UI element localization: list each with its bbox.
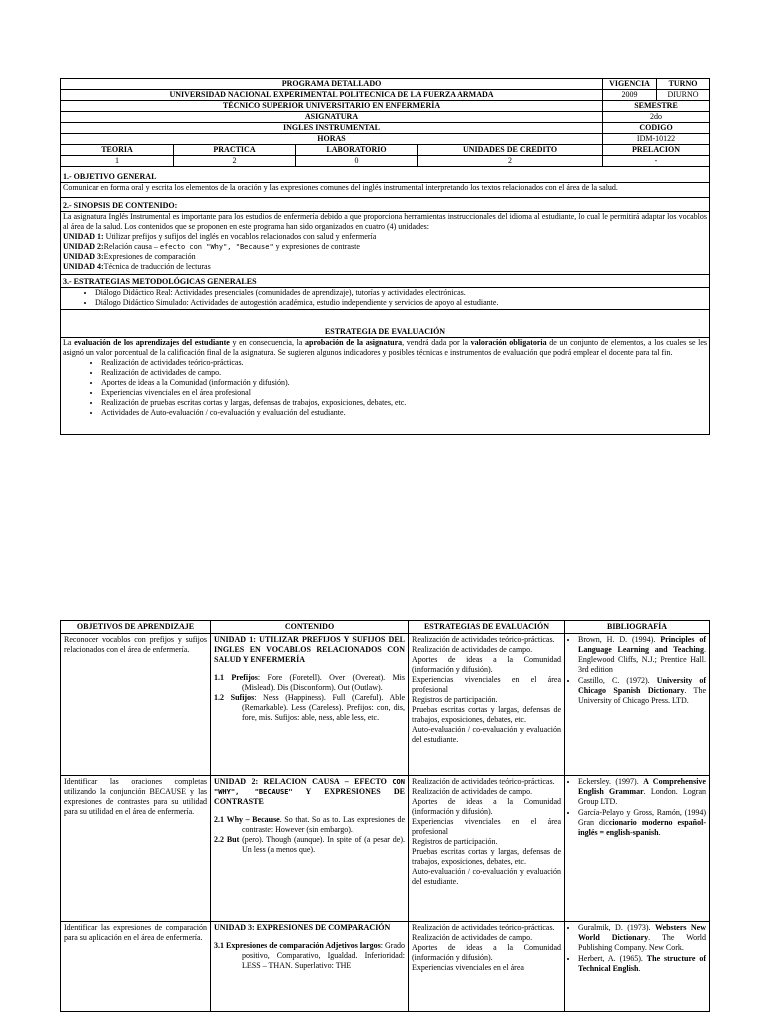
- estrategia-line: Auto-evaluación / co-evaluación y evaluación del estudiante.: [412, 867, 561, 886]
- unidad-2-text-b: y expresiones de contraste: [273, 241, 360, 251]
- career-name: TÉCNICO SUPERIOR UNIVERSITARIO EN ENFERMERÍA: [61, 101, 603, 112]
- header-estrategias: ESTRATEGIAS DE EVALUACIÓN: [409, 621, 565, 634]
- content-bold: Expresiones de comparación Adjetivos largos: [226, 941, 381, 950]
- bib-entry: [578, 676, 706, 706]
- unidad-2-mono: efecto con "Why", "Because": [159, 242, 274, 251]
- bib-author: García-Pelayo y Gross, Ramón, (1994) Gran dic: [578, 808, 706, 827]
- learning-objectives-table: [60, 620, 710, 1012]
- laboratorio-label: LABORATORIO: [296, 145, 418, 156]
- bib-rest: .: [638, 964, 641, 973]
- bib-title: The structure of Technical English: [578, 954, 706, 973]
- content-text: : Ness (Happiness). Full (Careful). Able (Remarkable). Less (Careless). Prefijos: con, dis, fore, mis. Sufijos: able, ness, able less, etc.: [242, 693, 406, 722]
- estrategias-section: [61, 275, 710, 310]
- bib-rest: . The World Publishing Company. New Cork.: [578, 933, 707, 952]
- evaluacion-item: • Experiencias vivenciales en el área profesional: [101, 388, 707, 398]
- uc-label: UNIDADES DE CREDITO: [418, 145, 603, 156]
- estrategia-line: Realización de actividades de campo.: [412, 645, 533, 654]
- header-bibliografia: BIBLIOGRAFÍA: [565, 621, 710, 634]
- bib-rest: . London. Logran Group LTD.: [578, 787, 706, 806]
- bib-title: cionario moderno español-inglés = english-spanish: [578, 818, 707, 837]
- content-item: [214, 815, 405, 835]
- evaluacion-item: • Aportes de ideas a la Comunidad (información y difusión).: [101, 378, 707, 388]
- program-header-grid: [60, 78, 710, 435]
- bib-entry: [578, 954, 706, 974]
- estrategia-line: Experiencias vivenciales en el área profesional: [412, 675, 561, 694]
- bibliografia-cell: [565, 776, 710, 922]
- program-title: PROGRAMA DETALLADO: [61, 79, 603, 90]
- asignatura-value: INGLES INSTRUMENTAL: [61, 123, 603, 134]
- objetivo-title: 1.- OBJETIVO GENERAL: [63, 171, 157, 181]
- horas-label: HORAS: [61, 134, 603, 145]
- estrategia-line: Aportes de ideas a la Comunidad (información y difusión).: [412, 943, 561, 962]
- bib-author: Herbert, A. (1965).: [578, 954, 647, 963]
- estrategia-line: Pruebas escritas cortas y largas, defensas de trabajos, exposiciones, debates, etc.: [412, 847, 561, 866]
- objetivo-cell: Identificar las expresiones de comparación para su aplicación en el área de enfermería.: [61, 922, 211, 1012]
- content-text: : Grado positivo, Comparativo, Igualdad. Inferioridad: LESS – THAN. Superlativo: THE: [242, 941, 406, 970]
- vigencia-label: VIGENCIA: [603, 79, 657, 90]
- unidad-2-line: [63, 242, 707, 252]
- content-item: [214, 693, 405, 723]
- evaluacion-item: • Realización de actividades de campo.: [101, 368, 707, 378]
- bib-author: Castillo, C. (1972).: [578, 676, 657, 685]
- asignatura-label: ASIGNATURA: [61, 112, 603, 123]
- unidad-2-label: UNIDAD 2:: [63, 241, 104, 251]
- bib-entry: [578, 923, 706, 953]
- objetivo-cell: Identificar las oraciones completas utilizando la conjunción BECAUSE y las expresiones de contrastes para su utilidad para su utilidad en el área de enfermería.: [61, 776, 211, 922]
- content-bold: But: [226, 835, 240, 844]
- unidad-title-mono: CON "WHY", "BECAUSE": [214, 778, 405, 796]
- table-row: [61, 776, 710, 922]
- estrategias-cell: [409, 634, 565, 776]
- estrategia-line: Realización de actividades teórico-prácticas.: [412, 635, 555, 644]
- unidad-1-label: UNIDAD 1:: [63, 231, 104, 241]
- semestre-label: SEMESTRE: [603, 101, 710, 112]
- turno-label: TURNO: [657, 79, 710, 90]
- bib-title: A Comprehensive English Grammar: [578, 777, 706, 796]
- evaluacion-paragraph: [63, 338, 707, 358]
- table-row: [61, 922, 710, 1012]
- bib-title: Websters New World Dictionary: [578, 923, 707, 942]
- content-text: : Fore (Foretell). Over (Overeat). Mis (Mislead). Dis (Disconform). Out (Outlaw).: [242, 673, 406, 692]
- bib-entry: [578, 777, 706, 807]
- estrategias-cell: [409, 776, 565, 922]
- estrategia-item: • Diálogo Didáctico Real: Actividades presenciales (comunidades de aprendizaje), tutorías y actividades electrónicas.: [95, 288, 707, 298]
- bib-rest: . The University of Chicago Press. LTD.: [578, 686, 706, 705]
- estrategias-cell: [409, 922, 565, 1012]
- university-name: UNIVERSIDAD NACIONAL EXPERIMENTAL POLITECNICA DE LA FUERZA ARMADA: [61, 90, 603, 101]
- content-text: . So that. So as to. Las expresiones de contraste: However (sin embargo).: [242, 815, 405, 834]
- header-objetivos: OBJETIVOS DE APRENDIZAJE: [61, 621, 211, 634]
- unidad-3-text: Expresiones de comparación: [103, 251, 196, 261]
- turno-value: DIURNO: [657, 90, 710, 101]
- vigencia-value: 2009: [603, 90, 657, 101]
- content-item: [214, 941, 405, 971]
- unidad-title: [214, 777, 405, 807]
- content-num: 1.1: [214, 673, 224, 682]
- evaluacion-text-1: La: [63, 337, 75, 347]
- bib-author: Guralmik, D. (1973).: [578, 923, 655, 932]
- prelacion-value: -: [603, 156, 710, 167]
- estrategia-line: Experiencias vivenciales en el área profesional: [412, 817, 561, 836]
- content-bold: Why – Because: [226, 815, 280, 824]
- semestre-value: 2do: [603, 112, 710, 123]
- unidad-4-text: Técnica de traducción de lecturas: [103, 261, 211, 271]
- codigo-label: CODIGO: [603, 123, 710, 134]
- bib-entry: [578, 635, 706, 675]
- table-row: [61, 634, 710, 776]
- sinopsis-title: 2.- SINOPSIS DE CONTENIDO:: [63, 200, 178, 210]
- teoria-value: 1: [61, 156, 174, 167]
- evaluacion-text-2: y en consecuencia, la: [229, 337, 306, 347]
- bib-title: Principles of Language Learning and Teaching: [578, 635, 706, 654]
- contenido-cell: [211, 776, 409, 922]
- content-item: [214, 835, 405, 855]
- unidad-title-b: Y EXPRESIONES DE CONTRASTE: [214, 787, 405, 806]
- estrategia-line: Realización de actividades de campo.: [412, 933, 533, 942]
- content-text: (pero). Though (aunque). In spite of (a pesar de). Un less (a menos que).: [239, 835, 405, 854]
- estrategias-title: 3.- ESTRATEGIAS METODOLÓGICAS GENERALES: [63, 276, 257, 286]
- unidad-4-label: UNIDAD 4:: [63, 261, 104, 271]
- codigo-value: IDM-10122: [603, 134, 710, 145]
- unidad-title: UNIDAD 3: EXPRESIONES DE COMPARACIÓN: [214, 923, 391, 932]
- estrategia-line: Aportes de ideas a la Comunidad (información y difusión).: [412, 655, 561, 674]
- unidad-3-label: UNIDAD 3:: [63, 251, 104, 261]
- sinopsis-section: [61, 198, 710, 275]
- evaluacion-bold-1: evaluación de los aprendizajes del estudiante: [74, 337, 230, 347]
- bibliografia-cell: [565, 922, 710, 1012]
- bibliografia-cell: [565, 634, 710, 776]
- estrategia-line: Aportes de ideas a la Comunidad (información y difusión).: [412, 797, 561, 816]
- bib-author: Brown, H. D. (1994).: [578, 635, 661, 644]
- teoria-label: TEORIA: [61, 145, 174, 156]
- practica-value: 2: [174, 156, 296, 167]
- estrategia-line: Realización de actividades teórico-prácticas.: [412, 777, 555, 786]
- unidad-2-text-a: Relación causa –: [103, 241, 160, 251]
- evaluacion-item: • Realización de actividades teórico-prácticas.: [101, 358, 707, 368]
- estrategia-item: • Diálogo Didáctico Simulado: Actividades de autogestión académica, estudio independiente y servicios de apoyo al estudiante.: [95, 298, 707, 308]
- bib-rest: .: [658, 828, 661, 837]
- objetivo-text: Comunicar en forma oral y escrita los elementos de la oración y las expresiones comunes del inglés instrumental interpretando los textos relacionados con el área de la salud.: [61, 182, 709, 193]
- bib-author: Eckersley. (1997).: [578, 777, 644, 786]
- unidad-title: UNIDAD 1: UTILIZAR PREFIJOS Y SUFIJOS DEL INGLES EN VOCABLOS RELACIONADOS CON SALUD Y ENFERMERÍA: [214, 635, 405, 664]
- estrategia-line: Registros de participación.: [412, 837, 498, 846]
- unidad-1-text: Utilizar prefijos y sufijos del inglés en vocablos relacionados con salud y enfermería: [103, 231, 377, 241]
- contenido-cell: [211, 922, 409, 1012]
- content-num: 1.2: [214, 693, 224, 702]
- evaluacion-item: • Actividades de Auto-evaluación / co-evaluación y evaluación del estudiante.: [101, 408, 707, 418]
- estrategia-line: Realización de actividades teórico-prácticas.: [412, 923, 555, 932]
- estrategia-line: Pruebas escritas cortas y largas, defensas de trabajos, exposiciones, debates, etc.: [412, 705, 561, 724]
- content-num: 3.1: [214, 941, 224, 950]
- objetivo-section: [61, 167, 710, 198]
- content-bold: Prefijos: [231, 673, 258, 682]
- bib-entry: [578, 808, 706, 838]
- bib-rest: . Englewood Cliffs, N.J.; Prentice Hall. 3rd edition: [578, 645, 706, 674]
- evaluacion-bold-2: aprobación de la asignatura: [305, 337, 403, 347]
- content-bold: Sufijos: [230, 693, 255, 702]
- bib-title: University of Chicago Spanish Dictionary: [578, 676, 706, 695]
- unidad-title-a: UNIDAD 2: RELACION CAUSA – EFECTO: [214, 777, 393, 786]
- laboratorio-value: 0: [296, 156, 418, 167]
- estrategia-line: Auto-evaluación / co-evaluación y evaluación del estudiante.: [412, 725, 561, 744]
- content-num: 2.2: [214, 835, 224, 844]
- sinopsis-text: La asignatura Inglés Instrumental es importante para los estudios de enfermería debido a que proporciona herramientas instruccionales del idioma al estudiante, lo cual le permitirá adaptar los vocablos al área de la salud. Los contenidos que se proponen en este programa han sido organizados en cuatro (4) unidades:: [63, 211, 708, 231]
- content-num: 2.1: [214, 815, 224, 824]
- practica-label: PRACTICA: [174, 145, 296, 156]
- unidad-1-line: [63, 232, 707, 242]
- unidad-4-line: [63, 262, 707, 272]
- evaluacion-title: ESTRATEGIA DE EVALUACIÓN: [324, 326, 446, 336]
- evaluacion-item: • Realización de pruebas escritas cortas y largas, defensas de trabajos, exposiciones, debates, etc.: [101, 398, 707, 408]
- evaluacion-text-3: , vendrá dada por la: [402, 337, 471, 347]
- contenido-cell: [211, 634, 409, 776]
- evaluacion-text-4: de un conjunto de elementos, a los cuales se les asignó un valor porcentual de la calificación final de la asignatura. Se sugieren algunos indicadores y posibles técnicas e instrumentos de evaluación que podrá emplear el docente para tal fin.: [63, 337, 708, 357]
- estrategia-line: Registros de participación.: [412, 695, 498, 704]
- evaluacion-bold-3: valoración obligatoria: [470, 337, 547, 347]
- estrategia-line: Experiencias vivenciales en el área: [412, 963, 524, 972]
- evaluacion-section: [61, 310, 710, 435]
- header-contenido: CONTENIDO: [211, 621, 409, 634]
- content-item: [214, 673, 405, 693]
- uc-value: 2: [418, 156, 603, 167]
- unidad-3-line: [63, 252, 707, 262]
- objetivo-cell: Reconocer vocablos con prefijos y sufijos relacionados con el área de enfermería.: [61, 634, 211, 776]
- estrategia-line: Realización de actividades de campo.: [412, 787, 533, 796]
- prelacion-label: PRELACION: [603, 145, 710, 156]
